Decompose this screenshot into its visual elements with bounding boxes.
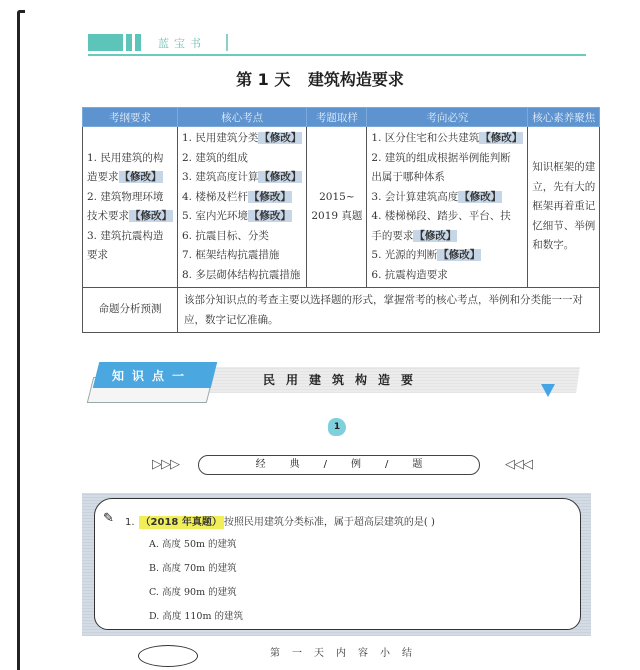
syllabus-line: 1. 民用建筑的构 — [87, 151, 164, 164]
option-c: C. 高度 90m 的建筑 — [149, 587, 237, 598]
knowledge-point-title: 民用建筑构造要 — [263, 373, 425, 387]
arrow-right-icons: ▷▷▷ — [152, 457, 179, 472]
topic-label: 建筑构造要求 — [307, 70, 404, 89]
syllabus-line: 造要求【修改】 — [87, 171, 162, 183]
sampling-line: 2019 真题 — [311, 210, 363, 222]
direction-item: 出属于哪种体系 — [371, 171, 445, 183]
core-point: 3. 建筑高度计算【修改】 — [182, 171, 302, 183]
forecast-row — [83, 288, 600, 333]
direction-item: 6. 抗震构造要求 — [371, 268, 448, 281]
header-rule — [88, 54, 586, 56]
header-accent-bar — [135, 34, 141, 51]
revised-tag: 【修改】 — [248, 210, 291, 222]
core-point: 4. 楼梯及栏杆【修改】 — [182, 190, 291, 203]
classic-examples-heading — [152, 455, 532, 475]
literacy-cell — [528, 127, 600, 288]
page-edge — [17, 10, 20, 670]
literacy-line: 知识框架的建 — [532, 161, 596, 174]
sampling-line: 2015~ — [319, 190, 355, 203]
core-point: 5. 室内光环境【修改】 — [182, 210, 291, 222]
direction-item: 2. 建筑的组成根据举例能判断 — [371, 151, 511, 164]
knowledge-point-banner — [88, 357, 598, 407]
direction-item: 手的要求【修改】 — [371, 229, 457, 242]
column-header: 考纲要求 — [83, 108, 178, 127]
revised-tag: 【修改】 — [259, 171, 302, 183]
header-divider — [226, 34, 228, 51]
syllabus-line: 2. 建筑物理环境 — [87, 190, 164, 203]
option-d: D. 高度 110m 的建筑 — [149, 611, 243, 622]
direction-item: 4. 楼梯梯段、踏步、平台、扶 — [371, 210, 511, 222]
overview-table — [82, 107, 600, 333]
literacy-line: 立，先有大的 — [532, 180, 596, 193]
examples-pill: 经 典 / 例 / 题 — [198, 455, 480, 475]
direction-item: 1. 区分住宅和公共建筑【修改】 — [371, 132, 523, 144]
triangle-down-icon — [541, 384, 555, 397]
arrow-left-icons: ◁◁◁ — [505, 457, 532, 472]
question-card — [94, 498, 581, 630]
revised-tag: 【修改】 — [414, 229, 457, 242]
day-label: 第 1 天 — [236, 70, 291, 89]
revised-tag: 【修改】 — [119, 171, 162, 183]
summary-icon — [138, 645, 198, 667]
core-points-cell — [178, 127, 307, 288]
core-point: 7. 框架结构抗震措施 — [182, 249, 280, 261]
core-point: 8. 多层砌体结构抗震措施 — [182, 268, 301, 281]
literacy-line: 忆细节、举例 — [532, 219, 596, 232]
syllabus-line: 要求 — [87, 249, 108, 261]
core-point: 1. 民用建筑分类【修改】 — [182, 132, 302, 144]
page-edge-corner — [17, 10, 25, 13]
sampling-cell — [307, 127, 367, 288]
column-header: 核心素养聚焦 — [528, 108, 600, 127]
revised-tag: 【修改】 — [248, 190, 291, 203]
number-badge: 1 — [328, 418, 346, 436]
column-header: 考题取样 — [307, 108, 367, 127]
column-header: 核心考点 — [178, 108, 307, 127]
forecast-text: 该部分知识点的考查主要以选择题的形式，掌握常考的核心考点，举例和分类能一一对应，数字记忆准确。 — [178, 288, 600, 333]
summary-heading: 第一天内容小结 — [270, 648, 424, 659]
direction-item: 3. 会计算建筑高度【修改】 — [371, 190, 502, 203]
option-a: A. 高度 50m 的建筑 — [149, 539, 237, 550]
literacy-line: 和数字。 — [532, 239, 575, 252]
option-b: B. 高度 70m 的建筑 — [149, 563, 237, 574]
directions-cell — [367, 127, 528, 288]
core-point: 2. 建筑的组成 — [182, 151, 248, 164]
revised-tag: 【修改】 — [259, 132, 302, 144]
syllabus-line: 技术要求【修改】 — [87, 210, 172, 222]
page-title — [0, 67, 640, 90]
syllabus-line: 3. 建筑抗震构造 — [87, 229, 164, 242]
column-header: 考向必究 — [367, 108, 528, 127]
forecast-label: 命题分析预测 — [83, 288, 178, 333]
table-row — [83, 127, 600, 288]
revised-tag: 【修改】 — [130, 210, 172, 222]
pencil-icon: ✎ — [103, 511, 114, 526]
question-text: 按照民用建筑分类标准，属于超高层建筑的是( ) — [223, 517, 435, 528]
year-tag: （2018 年真题） — [140, 517, 222, 528]
table-header-row — [83, 108, 600, 127]
literacy-line: 框架再着重记 — [532, 200, 596, 213]
syllabus-cell — [83, 127, 178, 288]
question-number: 1. — [125, 517, 135, 528]
page-header — [88, 34, 588, 58]
header-accent-block — [88, 34, 123, 51]
revised-tag: 【修改】 — [480, 132, 523, 144]
question-stem — [125, 513, 435, 528]
revised-tag: 【修改】 — [438, 249, 481, 261]
direction-item: 5. 光源的判断【修改】 — [371, 249, 481, 261]
revised-tag: 【修改】 — [459, 190, 502, 203]
header-accent-bar — [126, 34, 132, 51]
book-title: 蓝宝书 — [158, 37, 206, 50]
knowledge-point-label: 知识点一 — [112, 369, 193, 383]
core-point: 6. 抗震目标、分类 — [182, 229, 269, 242]
